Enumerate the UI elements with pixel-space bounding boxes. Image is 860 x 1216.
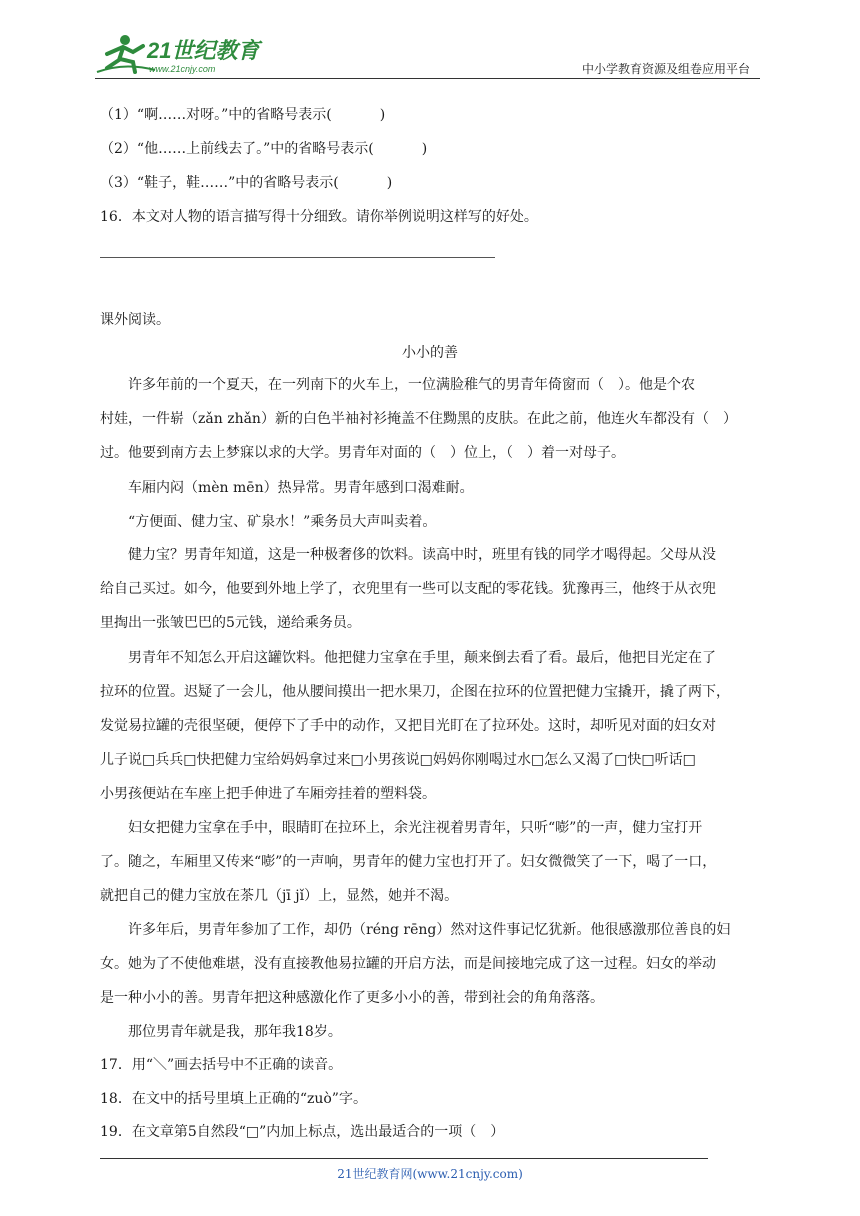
question-17: 17．用“＼”画去括号中不正确的读音。	[100, 1057, 343, 1073]
paragraph-3: “方便面、健力宝、矿泉水！”乘务员大声叫卖着。	[128, 514, 437, 530]
logo-text: 21世纪教育	[147, 38, 260, 63]
footer-text[interactable]: 21世纪教育网(www.21cnjy.com)	[337, 1167, 523, 1181]
paragraph-7: 许多年后，男青年参加了工作，却仍（réng rēng）然对这件事记忆犹新。他很感激那位善良的妇 女。她为了不使他难堪，没有直接教他易拉罐的开启方法，而是间接地完成了这一过程。妇女的举动 是一种小小的善。男青年把这种感激化作了更多小小的善，带到社会的角角落落。	[100, 922, 731, 1006]
question-15-2: （2）“他……上前线去了。”中的省略号表示( )	[100, 141, 428, 157]
paragraph-2: 车厢内闷（mèn mēn）热异常。男青年感到口渴难耐。	[128, 480, 474, 496]
question-18: 18．在文中的括号里填上正确的“zuò”字。	[100, 1091, 367, 1107]
paragraph-6: 妇女把健力宝拿在手中，眼睛盯在拉环上，余光注视着男青年，只听“嘭”的一声，健力宝打开 了。随之，车厢里又传来“嘭”的一声响，男青年的健力宝也打开了。妇女微微笑了一下，喝了一口， 就把自己的健力宝放在茶几（jī jǐ）上，显然，她并不渴。	[100, 820, 717, 904]
site-logo	[95, 32, 265, 76]
platform-name: 中小学教育资源及组卷应用平台	[581, 62, 750, 76]
answer-line	[100, 257, 495, 258]
paragraph-8: 那位男青年就是我，那年我18岁。	[128, 1024, 342, 1040]
paragraph-1: 许多年前的一个夏天，在一列南下的火车上，一位满脸稚气的男青年倚窗而（ ）。他是个农 村娃，一件崭（zǎn zhǎn）新的白色半袖衬衫掩盖不住黝黑的皮肤。在此之前，他连火车都没有（ ） 过。他要到南方去上梦寐以求的大学。男青年对面的（ ）位上，（ ）着一对母子。	[100, 377, 737, 461]
question-15-1: （1）“啊……对呀。”中的省略号表示( )	[100, 107, 386, 123]
question-15-3: （3）“鞋子，鞋……”中的省略号表示( )	[100, 175, 393, 191]
question-16: 16．本文对人物的语言描写得十分细致。请你举例说明这样写的好处。	[100, 209, 538, 225]
header-divider	[95, 78, 760, 79]
paragraph-5: 男青年不知怎么开启这罐饮料。他把健力宝拿在手里，颠来倒去看了看。最后，他把目光定在了 拉环的位置。迟疑了一会儿，他从腰间摸出一把水果刀，企图在拉环的位置把健力宝撬开，撬了两下， 发觉易拉罐的壳很坚硬，便停下了手中的动作，又把目光盯在了拉环处。这时，却听见对面的妇女对 儿子说□兵兵□快把健力宝给妈妈拿过来□小男孩说□妈妈你刚喝过水□怎么又渴了□快□听话□ 小男孩便站在车座上把手伸进了车厢旁挂着的塑料袋。	[100, 650, 730, 802]
question-19: 19．在文章第5自然段“□”内加上标点，选出最适合的一项（ ）	[100, 1124, 505, 1140]
article-title: 小小的善	[402, 345, 458, 361]
logo-url: www.21cnjy.com	[149, 64, 216, 74]
page-header	[95, 30, 760, 80]
paragraph-4: 健力宝？男青年知道，这是一种极奢侈的饮料。读高中时，班里有钱的同学才喝得起。父母从没 给自己买过。如今，他要到外地上学了，衣兜里有一些可以支配的零花钱。犹豫再三，他终于从衣兜 里掏出一张皱巴巴的5元钱，递给乘务员。	[100, 547, 716, 631]
section-label: 课外阅读。	[100, 312, 170, 328]
footer-divider	[100, 1158, 708, 1159]
